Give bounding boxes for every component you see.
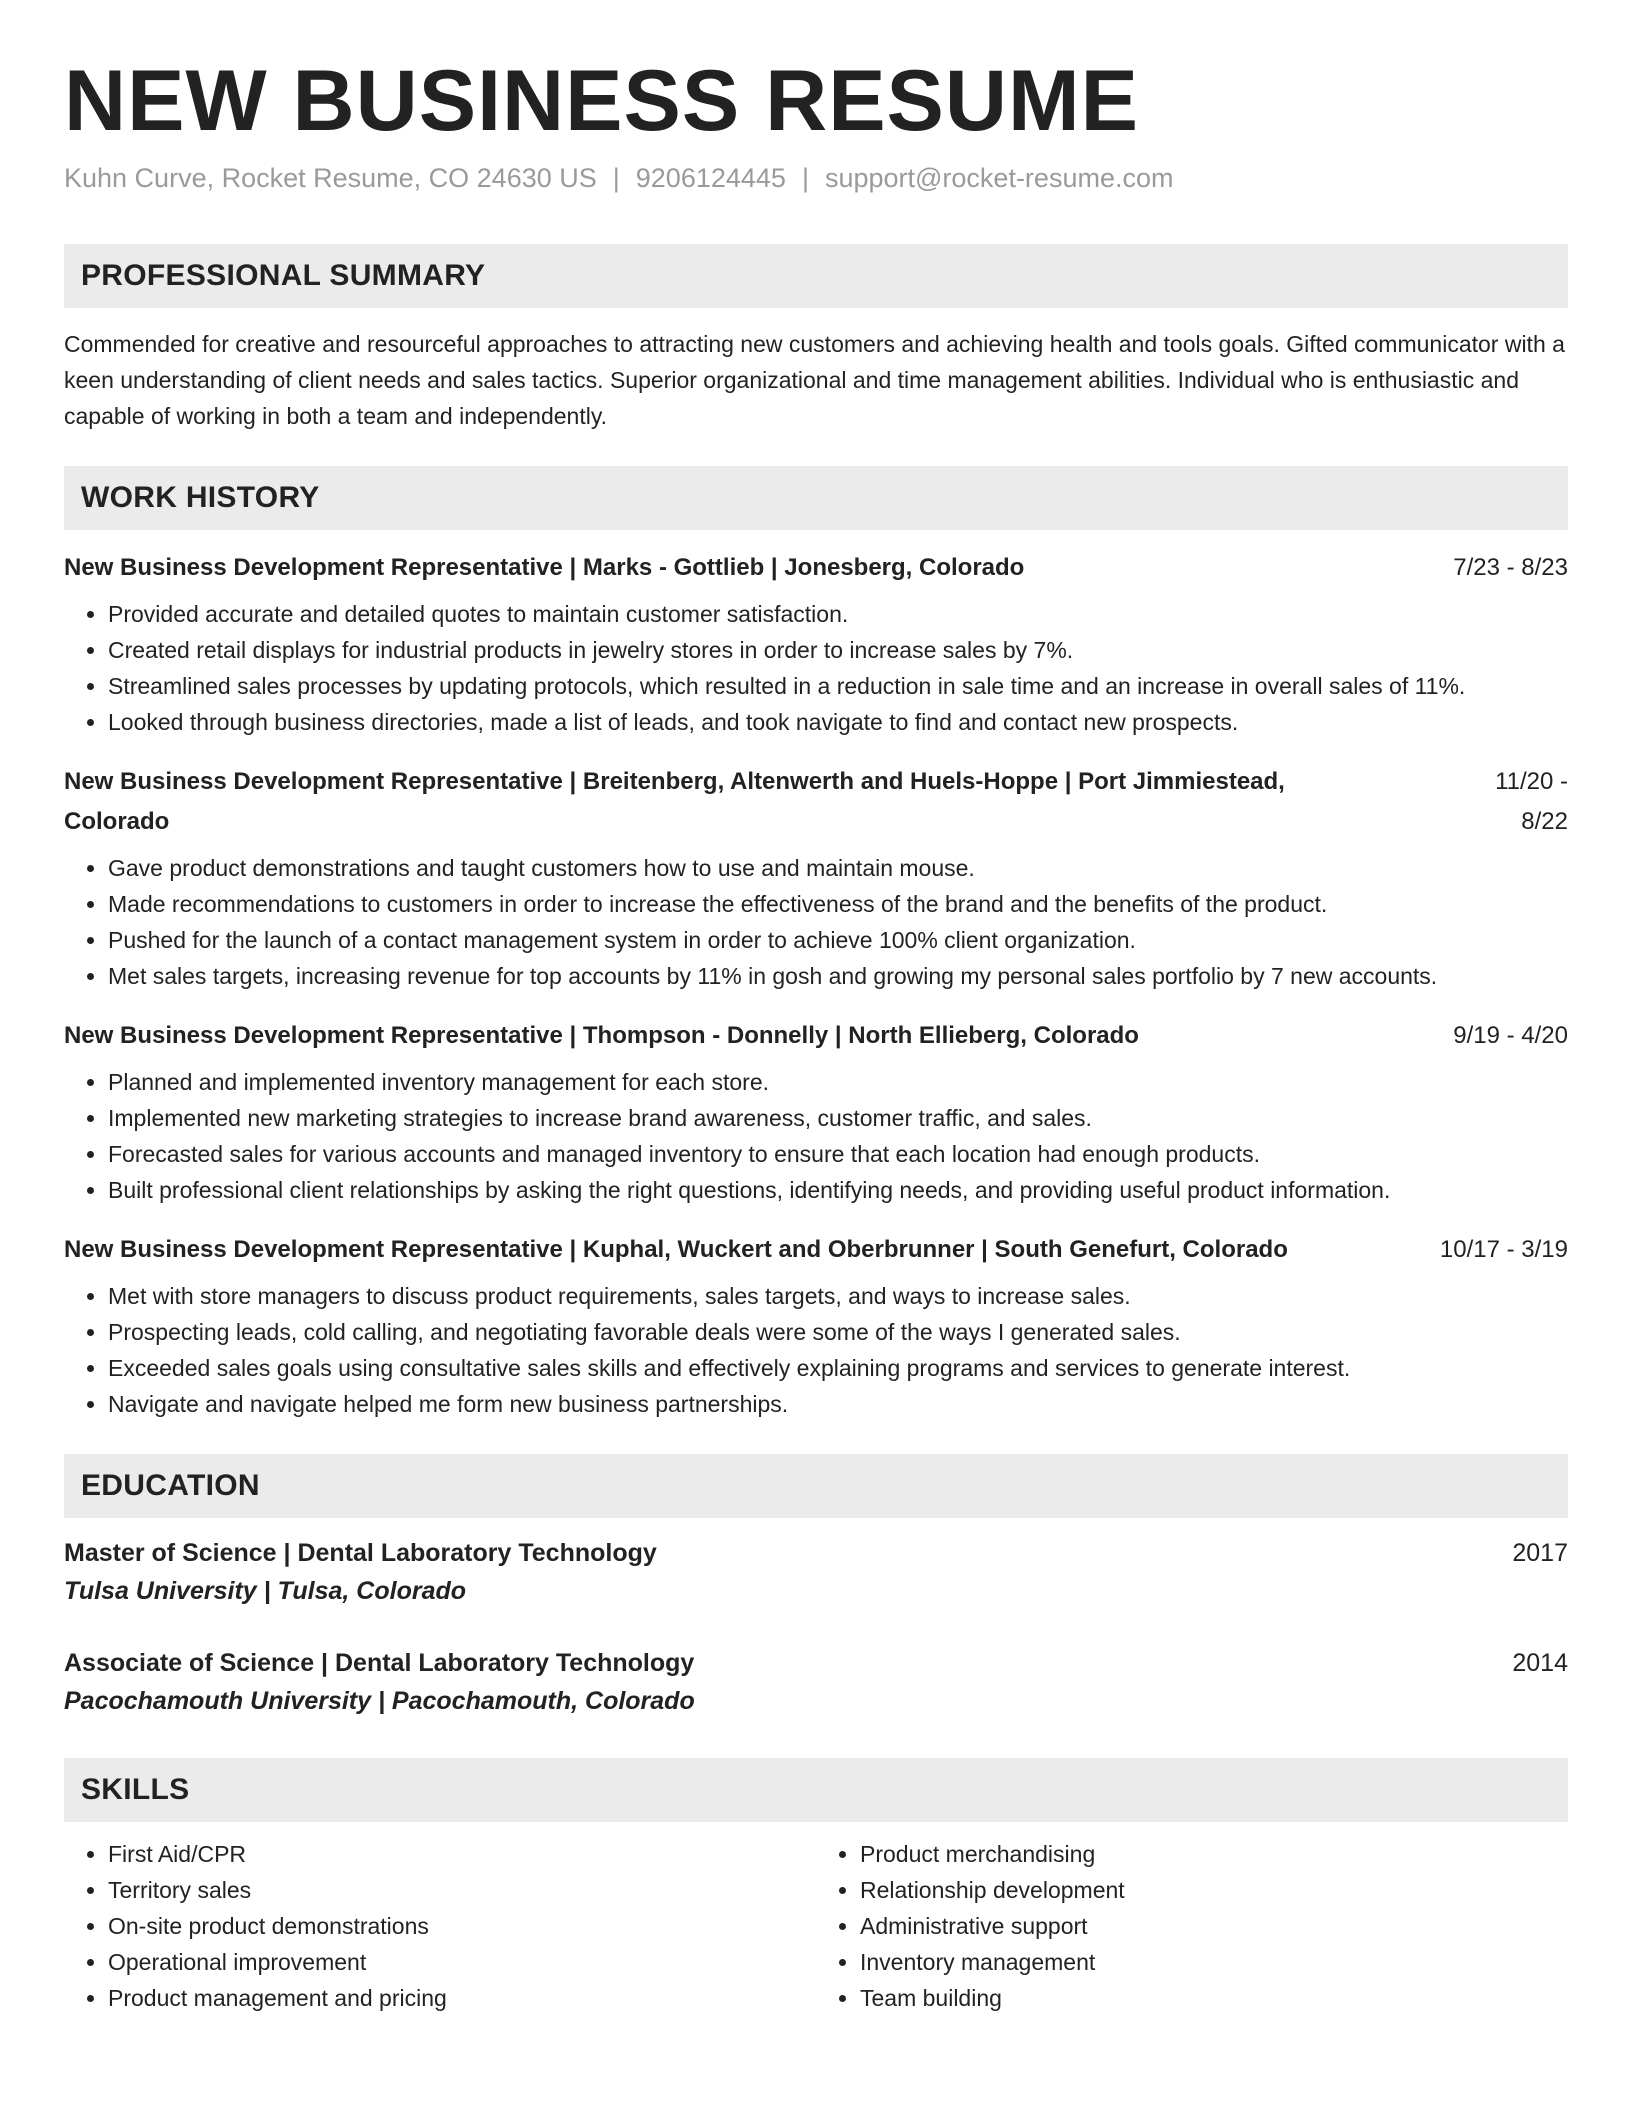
skill-item: • Operational improvement [108,1944,816,1980]
summary-text: Commended for creative and resourceful approaches to attracting new customers and achieving health and tools goals. Gifted communicator with a keen understanding of client needs and sales tactics. Superior organizational and time management abilities. Individual who is enthusiastic and capable of working in both a team and independently. [64,330,1565,429]
job-bullet: • Met with store managers to discuss product requirements, sales targets, and ways to increase sales. [108,1278,1568,1314]
contact-phone: 9206124445 [635,162,786,193]
job-title: New Business Development Representative | Breitenberg, Altenwerth and Huels-Hoppe | Port Jimmiestead, Colorado [64,767,1285,835]
skill-item: • First Aid/CPR [108,1836,816,1872]
job-bullet: • Exceeded sales goals using consultative sales skills and effectively explaining programs and services to generate interest. [108,1350,1568,1386]
job-entry [64,1016,1568,1208]
job-bullet: • Provided accurate and detailed quotes to maintain customer satisfaction. [108,596,1568,632]
skill-item: • Administrative support [860,1908,1568,1944]
job-dates: 7/23 - 8/23 [1453,553,1568,581]
skills-heading: SKILLS [64,1758,1568,1822]
job-bullet: • Made recommendations to customers in order to increase the effectiveness of the brand and the benefits of the product. [108,886,1568,922]
job-entry [64,762,1568,994]
job-bullet: • Pushed for the launch of a contact management system in order to achieve 100% client organization. [108,922,1568,958]
job-bullet: • Looked through business directories, made a list of leads, and took navigate to find and contact new prospects. [108,704,1568,740]
contact-line [64,163,1568,194]
skills-list [64,1836,1568,2016]
job-bullet: • Prospecting leads, cold calling, and negotiating favorable deals were some of the ways I generated sales. [108,1314,1568,1350]
skills-column-left [64,1836,816,2016]
job-bullets [64,596,1568,740]
job-bullet: • Met sales targets, increasing revenue for top accounts by 11% in gosh and growing my personal sales portfolio by 7 new accounts. [108,958,1568,994]
skill-item: • Inventory management [860,1944,1568,1980]
education-year: 2017 [1512,1538,1568,1567]
contact-email: support@rocket-resume.com [824,162,1174,193]
job-entry [64,1230,1568,1422]
job-dates: 9/19 - 4/20 [1453,1021,1568,1049]
job-bullet: • Streamlined sales processes by updating protocols, which resulted in a reduction in sale time and an increase in overall sales of 11%. [108,668,1568,704]
job-bullet: • Planned and implemented inventory management for each store. [108,1064,1568,1100]
skill-item: • Relationship development [860,1872,1568,1908]
job-bullet: • Built professional client relationships by asking the right questions, identifying needs, and providing useful product information. [108,1172,1568,1208]
job-bullet: • Gave product demonstrations and taught customers how to use and maintain mouse. [108,850,1568,886]
job-bullets [64,1064,1568,1208]
job-title: New Business Development Representative | Marks - Gottlieb | Jonesberg, Colorado [64,553,1025,581]
education-degree: Associate of Science | Dental Laboratory Technology [64,1648,695,1677]
summary-heading: PROFESSIONAL SUMMARY [64,244,1568,308]
education-school: Tulsa University | Tulsa, Colorado [64,1576,467,1605]
education-heading: EDUCATION [64,1454,1568,1518]
education-degree: Master of Science | Dental Laboratory Technology [64,1538,657,1567]
education-entry [64,1534,1568,1610]
job-dates: 11/20 - 8/22 [1495,767,1568,835]
work-history-heading: WORK HISTORY [64,466,1568,530]
job-bullet: • Forecasted sales for various accounts and managed inventory to ensure that each location had enough products. [108,1136,1568,1172]
contact-separator: | [612,162,620,193]
skills-column-right [816,1836,1568,2016]
skill-item: • On-site product demonstrations [108,1908,816,1944]
job-title: New Business Development Representative | Kuphal, Wuckert and Oberbrunner | South Genefurt, Colorado [64,1235,1288,1263]
job-bullets [64,1278,1568,1422]
skill-item: • Product management and pricing [108,1980,816,2016]
education-school: Pacochamouth University | Pacochamouth, Colorado [64,1686,695,1715]
job-entry [64,548,1568,740]
job-bullets [64,850,1568,994]
contact-address: Kuhn Curve, Rocket Resume, CO 24630 US [64,162,597,193]
skill-item: • Territory sales [108,1872,816,1908]
contact-separator: | [801,162,809,193]
resume-name: NEW BUSINESS RESUME [64,53,1140,149]
job-bullet: • Created retail displays for industrial products in jewelry stores in order to increase sales by 7%. [108,632,1568,668]
job-bullet: • Implemented new marketing strategies to increase brand awareness, customer traffic, and sales. [108,1100,1568,1136]
job-dates: 10/17 - 3/19 [1439,1235,1568,1263]
skill-item: • Team building [860,1980,1568,2016]
job-title: New Business Development Representative | Thompson - Donnelly | North Ellieberg, Colorado [64,1021,1139,1049]
education-entry [64,1644,1568,1720]
job-bullet: • Navigate and navigate helped me form new business partnerships. [108,1386,1568,1422]
education-year: 2014 [1512,1648,1568,1677]
skill-item: • Product merchandising [860,1836,1568,1872]
